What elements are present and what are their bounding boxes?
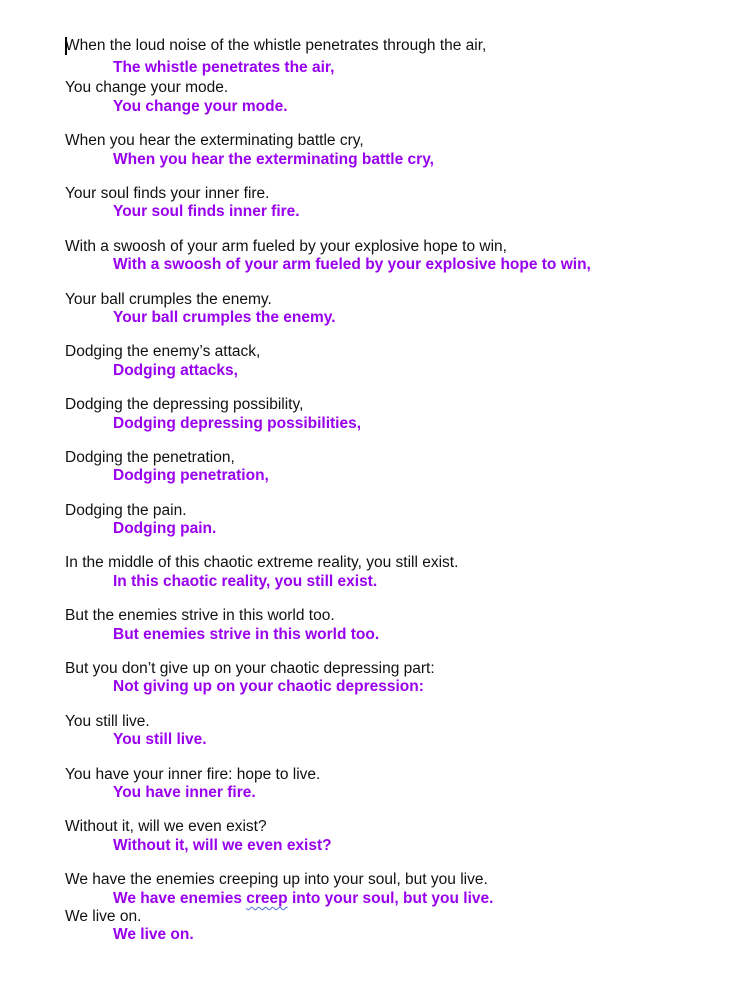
original-line-3[interactable]: When you hear the exterminating battle cry, bbox=[65, 132, 364, 149]
original-line-9[interactable]: Dodging the penetration, bbox=[65, 449, 235, 466]
revised-line-9[interactable]: Dodging penetration, bbox=[113, 467, 269, 484]
original-line-10[interactable]: Dodging the pain. bbox=[65, 502, 187, 519]
original-line-15[interactable]: You have your inner fire: hope to live. bbox=[65, 766, 321, 783]
revised-line-8[interactable]: Dodging depressing possibilities, bbox=[113, 415, 362, 432]
revised-line-2[interactable]: You change your mode. bbox=[113, 98, 288, 115]
original-line-13[interactable]: But you don’t give up on your chaotic depressing part: bbox=[65, 660, 435, 677]
revised-line-6[interactable]: Your ball crumples the enemy. bbox=[113, 309, 336, 326]
revised-line-16[interactable]: Without it, will we even exist? bbox=[113, 837, 332, 854]
original-line-8[interactable]: Dodging the depressing possibility, bbox=[65, 396, 304, 413]
original-line-12[interactable]: But the enemies strive in this world too. bbox=[65, 607, 335, 624]
original-line-11[interactable]: In the middle of this chaotic extreme reality, you still exist. bbox=[65, 554, 459, 571]
revised-line-17-end: into your soul, but you live. bbox=[287, 890, 494, 907]
revised-line-5[interactable]: With a swoosh of your arm fueled by your explosive hope to win, bbox=[113, 256, 591, 273]
revised-line-11[interactable]: In this chaotic reality, you still exist. bbox=[113, 573, 378, 590]
revised-line-13[interactable]: Not giving up on your chaotic depression: bbox=[113, 678, 424, 695]
original-line-2[interactable]: You change your mode. bbox=[65, 79, 229, 96]
revised-line-17[interactable] bbox=[113, 889, 493, 908]
original-line-18[interactable]: We live on. bbox=[65, 908, 142, 925]
revised-line-10[interactable]: Dodging pain. bbox=[113, 520, 217, 537]
original-line-16[interactable]: Without it, will we even exist? bbox=[65, 818, 267, 835]
revised-line-14[interactable]: You still live. bbox=[113, 731, 207, 748]
revised-line-4[interactable]: Your soul finds inner fire. bbox=[113, 203, 300, 220]
revised-line-17-start: We have enemies bbox=[113, 890, 247, 907]
original-line-7[interactable]: Dodging the enemy’s attack, bbox=[65, 343, 261, 360]
original-line-6[interactable]: Your ball crumples the enemy. bbox=[65, 291, 272, 308]
original-line-4[interactable]: Your soul finds your inner fire. bbox=[65, 185, 270, 202]
revised-line-7[interactable]: Dodging attacks, bbox=[113, 362, 238, 379]
original-line-17[interactable]: We have the enemies creeping up into your soul, but you live. bbox=[65, 871, 488, 888]
spelling-flagged-word[interactable]: creep bbox=[246, 890, 288, 907]
revised-line-1[interactable]: The whistle penetrates the air, bbox=[113, 59, 335, 76]
revised-line-3[interactable]: When you hear the exterminating battle cry, bbox=[113, 151, 434, 168]
revised-line-18[interactable]: We live on. bbox=[113, 926, 194, 943]
original-line-14[interactable]: You still live. bbox=[65, 713, 150, 730]
revised-line-12[interactable]: But enemies strive in this world too. bbox=[113, 626, 380, 643]
original-line-1[interactable]: When the loud noise of the whistle penetrates through the air, bbox=[65, 37, 487, 54]
original-line-5[interactable]: With a swoosh of your arm fueled by your explosive hope to win, bbox=[65, 238, 507, 255]
revised-line-15[interactable]: You have inner fire. bbox=[113, 784, 256, 801]
